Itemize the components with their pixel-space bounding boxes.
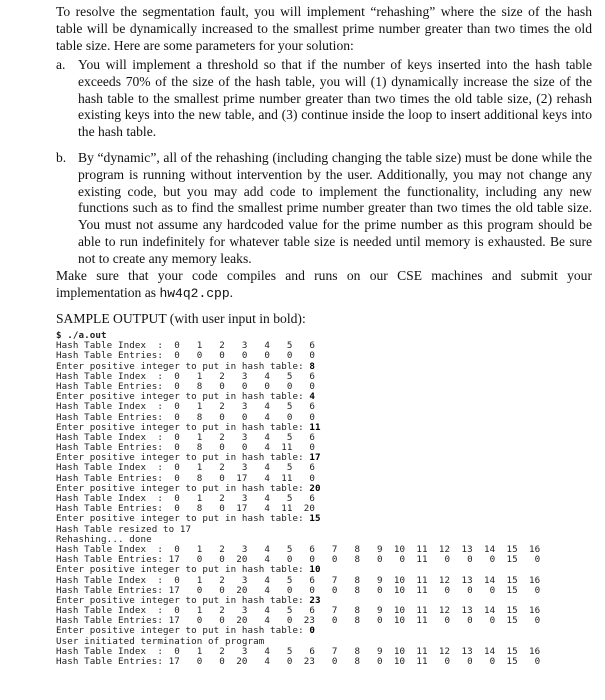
list-marker: b. <box>56 150 67 165</box>
terminal-output <box>56 331 596 667</box>
terminal-text: Hash Table Entries: 0 8 0 0 0 0 0 <box>56 380 316 392</box>
list-item-text: By “dynamic”, all of the rehashing (including changing the table size) must be done while the program is running without intervention by the user. Additionally, you may not change any existing code, but you may add code to implement the functionality, including any new functions such as to find the smallest prime number greater than two times the old table size. You must not assume any hardcoded value for the prime number as this program should be able to run indefinitely for whatever table size is needed until memory is exhausted. Be sure not to create any memory leaks. <box>78 150 592 266</box>
terminal-text: Enter positive integer to put in hash table: <box>56 513 310 525</box>
user-input: 8 <box>309 360 316 372</box>
terminal-text: Enter positive integer to put in hash table: <box>56 482 310 494</box>
terminal-text: Hash Table Index : 0 1 2 3 4 5 6 7 8 9 10 11 12 13 14 15 16 <box>56 543 541 555</box>
terminal-text: Hash Table Entries: 0 8 0 0 4 0 0 <box>56 411 316 423</box>
terminal-text: Hash Table Entries: 17 0 0 20 4 0 23 0 8 0 10 11 0 0 0 15 0 <box>56 656 541 667</box>
terminal-text: Hash Table resized to 17 <box>56 523 192 535</box>
terminal-text: Hash Table Index : 0 1 2 3 4 5 6 7 8 9 10 11 12 13 14 15 16 <box>56 645 541 657</box>
list-marker: a. <box>56 57 66 72</box>
closing-paragraph <box>56 268 592 303</box>
user-input: 0 <box>309 625 316 637</box>
terminal-text: Hash Table Index : 0 1 2 3 4 5 6 <box>56 370 316 382</box>
terminal-text: Enter positive integer to put in hash table: <box>56 391 310 403</box>
user-input: 23 <box>309 594 321 606</box>
user-input: 20 <box>309 482 321 494</box>
terminal-text: Enter positive integer to put in hash table: <box>56 452 310 464</box>
list-item-text: You will implement a threshold so that if the number of keys inserted into the hash table exceeds 70% of the size of the hash table, you will (1) dynamically increase the size of the hash table to the smallest prime number greater than two times the old table size, (2) rehash existing keys into the new table, and (3) continue inside the loop to insert additional keys into the hash table. <box>78 57 592 140</box>
terminal-text: Enter positive integer to put in hash table: <box>56 360 310 372</box>
terminal-text: Hash Table Index : 0 1 2 3 4 5 6 <box>56 462 316 474</box>
user-input: 11 <box>309 421 321 433</box>
terminal-text: Hash Table Entries: 17 0 0 20 4 0 0 0 8 0 0 11 0 0 0 15 0 <box>56 554 541 566</box>
closing-end: . <box>229 284 234 300</box>
user-input: 4 <box>309 391 316 403</box>
list-item-b <box>56 150 592 266</box>
user-input: 17 <box>309 452 321 464</box>
terminal-line <box>56 657 596 667</box>
terminal-text: Hash Table Entries: 17 0 0 20 4 0 0 0 8 0 10 11 0 0 0 15 0 <box>56 584 541 596</box>
list-item-a <box>56 57 592 143</box>
terminal-text: Rehashing... done <box>56 533 152 545</box>
terminal-text: Hash Table Entries: 17 0 0 20 4 0 23 0 8 0 10 11 0 0 0 15 0 <box>56 615 541 627</box>
terminal-text: Hash Table Index : 0 1 2 3 4 5 6 7 8 9 10 11 12 13 14 15 16 <box>56 574 541 586</box>
terminal-text: Hash Table Index : 0 1 2 3 4 5 6 <box>56 401 316 413</box>
terminal-text: Hash Table Entries: 0 8 0 17 4 11 0 <box>56 472 316 484</box>
closing-text: Make sure that your code compiles and runs on our CSE machines and submit your implementation as <box>56 268 592 300</box>
terminal-text: User initiated termination of program <box>56 635 265 647</box>
terminal-text: Hash Table Index : 0 1 2 3 4 5 6 7 8 9 10 11 12 13 14 15 16 <box>56 605 541 617</box>
terminal-text: Enter positive integer to put in hash table: <box>56 594 310 606</box>
terminal-text: Hash Table Index : 0 1 2 3 4 5 6 <box>56 493 316 504</box>
terminal-text: Hash Table Entries: 0 8 0 0 4 11 0 <box>56 442 316 454</box>
terminal-text: Hash Table Index : 0 1 2 3 4 5 6 <box>56 340 316 352</box>
user-input: 10 <box>309 564 321 576</box>
terminal-text: Enter positive integer to put in hash table: <box>56 564 310 576</box>
terminal-text: Hash Table Entries: 0 0 0 0 0 0 0 <box>56 350 316 362</box>
intro-paragraph: To resolve the segmentation fault, you will implement “rehashing” where the size of the hash table will be dynamically increased to the smallest prime number greater than two times the old table size. Here are some parameters for your solution: <box>56 4 592 53</box>
terminal-text: Enter positive integer to put in hash table: <box>56 421 310 433</box>
terminal-text: $ ./a.out <box>56 330 107 341</box>
sample-output-heading: SAMPLE OUTPUT (with user input in bold): <box>56 311 306 326</box>
user-input: 15 <box>309 513 321 525</box>
terminal-text: Enter positive integer to put in hash table: <box>56 625 310 637</box>
terminal-text: Hash Table Index : 0 1 2 3 4 5 6 <box>56 431 316 443</box>
filename: hw4q2.cpp <box>159 285 230 301</box>
terminal-text: Hash Table Entries: 0 8 0 17 4 11 20 <box>56 503 316 515</box>
